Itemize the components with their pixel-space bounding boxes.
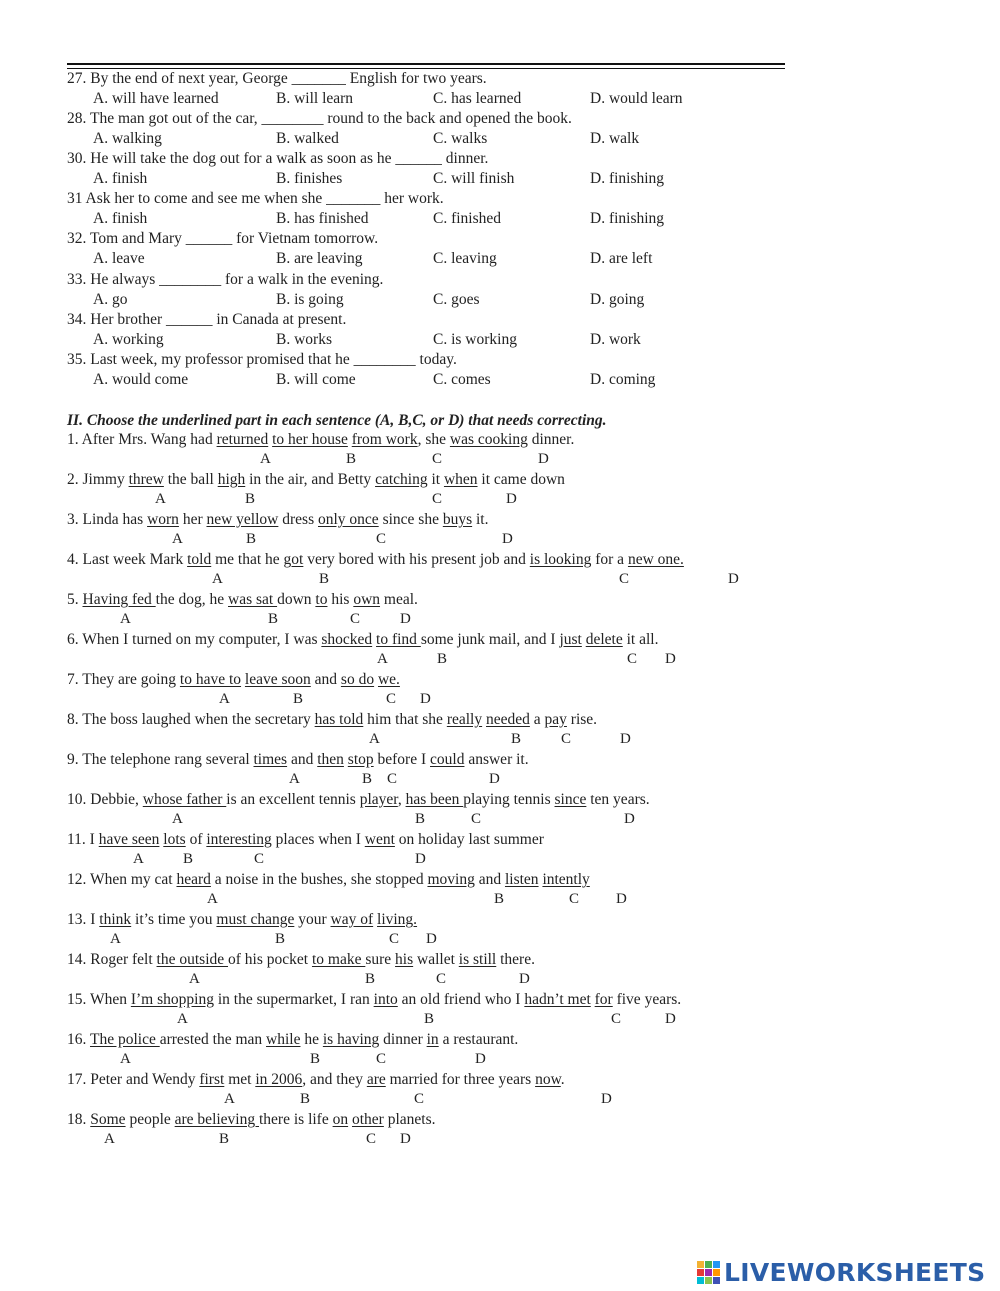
answer-letter-d[interactable]: D [624, 811, 635, 827]
underlined-part[interactable]: now [535, 1071, 561, 1088]
underlined-part[interactable]: pay [544, 711, 567, 728]
underlined-part[interactable]: we. [377, 671, 400, 688]
sentence-text: married for three years [385, 1071, 536, 1088]
question-text: 30. He will take the dog out for a walk as soon as he ______ dinner. [67, 150, 489, 168]
answer-letter-c[interactable]: C [627, 651, 638, 667]
error-sentence [67, 951, 535, 969]
sentence-text: 12. When my cat [67, 871, 177, 888]
option-c[interactable]: C. leaving [433, 250, 497, 268]
underlined-part[interactable]: high [217, 471, 246, 488]
underlined-part[interactable]: then [317, 751, 344, 768]
answer-letter-a[interactable]: A [110, 931, 121, 947]
answer-letter-b[interactable]: B [245, 491, 256, 507]
logo-square [713, 1269, 720, 1276]
underlined-part[interactable]: for [594, 991, 613, 1008]
option-d[interactable]: D. work [590, 330, 641, 348]
underlined-part[interactable]: must change [216, 911, 295, 928]
underlined-part[interactable]: into [373, 991, 398, 1008]
option-b[interactable]: B. will learn [276, 90, 354, 107]
underlined-part[interactable]: the outside [156, 951, 229, 968]
sentence-text: in the air, and Betty [245, 471, 376, 488]
sentence-text: since she [378, 511, 443, 528]
sentence-text: a noise in the bushes, she stopped [210, 871, 428, 888]
underlined-part[interactable]: told [187, 551, 212, 568]
option-c[interactable]: C. is working [433, 330, 517, 348]
underlined-part[interactable]: shocked [321, 631, 373, 648]
sentence-text: a [529, 711, 545, 728]
underlined-part[interactable]: listen [504, 871, 539, 888]
question-text: 32. Tom and Mary ______ for Vietnam tomorrow. [67, 230, 379, 248]
answer-letter-c[interactable]: C [376, 1051, 387, 1067]
sentence-text: 16. [67, 1031, 90, 1048]
answer-letter-c[interactable]: C [350, 611, 361, 627]
logo-square [713, 1277, 720, 1284]
answer-letter-d[interactable]: D [616, 891, 627, 907]
option-b[interactable]: B. finishes [276, 170, 343, 188]
answer-letter-d[interactable]: D [506, 491, 517, 507]
underlined-part[interactable]: his [395, 951, 414, 968]
underlined-part[interactable]: was cooking [449, 431, 528, 448]
sentence-text: people [125, 1111, 175, 1128]
sentence-text: five years. [612, 991, 682, 1008]
underlined-part[interactable]: has been [405, 791, 464, 808]
sentence-text: answer it. [464, 751, 529, 768]
answer-letter-b[interactable]: B [415, 811, 426, 827]
sentence-text: he [300, 1031, 323, 1048]
sentence-text: it [427, 471, 444, 488]
answer-letter-a[interactable]: A [289, 771, 300, 787]
underlined-part[interactable]: lots [163, 831, 186, 848]
answer-letter-b[interactable]: B [275, 931, 286, 947]
underlined-part[interactable]: living. [377, 911, 418, 928]
error-sentence [67, 751, 529, 769]
answer-letter-b[interactable]: B [293, 691, 304, 707]
underlined-part[interactable]: interesting [206, 831, 272, 848]
sentence-text: dress [278, 511, 318, 528]
option-b[interactable]: B. are leaving [276, 250, 363, 268]
sentence-text: ten years. [586, 791, 650, 808]
error-sentence [67, 431, 574, 449]
logo-square [705, 1269, 712, 1276]
sentence-text: very bored with his present job and [303, 551, 530, 568]
answer-letter-d[interactable]: D [519, 971, 530, 987]
option-c[interactable]: C. walks [433, 130, 488, 148]
answer-letter-c[interactable]: C [436, 971, 447, 987]
sentence-text: an old friend who I [397, 991, 525, 1008]
logo-square [697, 1269, 704, 1276]
error-sentence [67, 471, 565, 489]
answer-letter-c[interactable]: C [619, 571, 630, 587]
underlined-part[interactable]: could [430, 751, 465, 768]
sentence-text: 11. I [67, 831, 99, 848]
answer-letter-d[interactable]: D [400, 1131, 411, 1147]
underlined-part[interactable]: first [199, 1071, 225, 1088]
underlined-part[interactable]: is having [322, 1031, 380, 1048]
answer-letter-a[interactable]: A [133, 851, 144, 867]
sentence-text: dinner. [527, 431, 575, 448]
option-d[interactable]: D. going [590, 290, 645, 308]
underlined-part[interactable]: was sat [228, 591, 278, 608]
error-sentence [67, 831, 544, 849]
answer-letter-b[interactable]: B [437, 651, 448, 667]
error-sentence [67, 1111, 436, 1129]
top-rule-thick [67, 63, 785, 65]
underlined-part[interactable]: went [364, 831, 395, 848]
sentence-text: arrested the man [159, 1031, 267, 1048]
sentence-text: 2. Jimmy [67, 471, 129, 488]
logo-grid-icon [697, 1261, 720, 1284]
underlined-part[interactable]: stop [347, 751, 374, 768]
sentence-text: dinner [379, 1031, 427, 1048]
sentence-text: your [294, 911, 331, 928]
sentence-text: 7. They are going [67, 671, 180, 688]
answer-letter-c[interactable]: C [376, 531, 387, 547]
error-sentence [67, 671, 400, 689]
sentence-text: her [178, 511, 207, 528]
answer-letter-a[interactable]: A [172, 811, 183, 827]
underlined-part[interactable]: in 2006 [255, 1071, 303, 1088]
sentence-text: 17. Peter and Wendy [67, 1071, 200, 1088]
answer-letter-b[interactable]: B [424, 1011, 435, 1027]
error-sentence [67, 591, 418, 609]
top-rule-thin [67, 68, 785, 69]
sentence-text: wallet [413, 951, 459, 968]
error-sentence [67, 551, 684, 569]
sentence-text: down [277, 591, 316, 608]
underlined-part[interactable]: to her house [272, 431, 348, 448]
option-a[interactable]: A. finish [93, 170, 148, 188]
underlined-part[interactable]: is looking [529, 551, 592, 568]
error-sentence [67, 871, 590, 889]
sentence-text: of his pocket [228, 951, 312, 968]
logo-square [713, 1261, 720, 1268]
logo-square [705, 1261, 712, 1268]
answer-letter-d[interactable]: D [502, 531, 513, 547]
underlined-part[interactable]: to have to [179, 671, 242, 688]
sentence-text: in the supermarket, I ran [213, 991, 374, 1008]
underlined-part[interactable]: needed [486, 711, 530, 728]
answer-letter-b[interactable]: B [362, 771, 373, 787]
underlined-part[interactable]: whose father [142, 791, 227, 808]
option-b[interactable]: B. will come [276, 370, 356, 388]
underlined-part[interactable]: when [443, 471, 478, 488]
underlined-part[interactable]: catching [375, 471, 428, 488]
option-a[interactable]: A. working [93, 330, 164, 348]
sentence-text: rise. [566, 711, 598, 728]
answer-letter-a[interactable]: A [260, 451, 271, 467]
answer-letter-d[interactable]: D [601, 1091, 612, 1107]
underlined-part[interactable]: way of [330, 911, 374, 928]
sentence-text: it came down [477, 471, 565, 488]
question-text: 33. He always ________ for a walk in the evening. [67, 270, 384, 288]
sentence-text: met [224, 1071, 256, 1088]
sentence-text: planets. [383, 1111, 436, 1128]
sentence-text: there. [496, 951, 535, 968]
error-sentence [67, 911, 417, 929]
option-c[interactable]: C. will finish [433, 170, 515, 188]
answer-letter-d[interactable]: D [426, 931, 437, 947]
answer-letter-a[interactable]: A [377, 651, 388, 667]
underlined-part[interactable]: new yellow [206, 511, 279, 528]
underlined-part[interactable]: own [353, 591, 381, 608]
sentence-text: 13. I [67, 911, 100, 928]
logo-square [705, 1277, 712, 1284]
answer-letter-c[interactable]: C [386, 691, 397, 707]
answer-letter-a[interactable]: A [369, 731, 380, 747]
underlined-part[interactable]: think [99, 911, 132, 928]
sentence-text: before I [373, 751, 431, 768]
answer-letter-a[interactable]: A [189, 971, 200, 987]
sentence-text: me that he [211, 551, 284, 568]
answer-letter-c[interactable]: C [389, 931, 400, 947]
logo-square [697, 1261, 704, 1268]
option-d[interactable]: D. walk [590, 130, 640, 148]
sentence-text: it’s time you [131, 911, 217, 928]
underlined-part[interactable]: new one. [627, 551, 684, 568]
underlined-part[interactable]: got [283, 551, 304, 568]
underlined-part[interactable]: has told [314, 711, 364, 728]
option-a[interactable]: A. would come [93, 370, 189, 388]
underlined-part[interactable]: only once [317, 511, 379, 528]
underlined-part[interactable]: Some [90, 1111, 126, 1128]
sentence-text: some junk mail, and I [420, 631, 560, 648]
question-text: 27. By the end of next year, George _______ English for two years. [67, 70, 487, 87]
answer-letter-b[interactable]: B [183, 851, 194, 867]
underlined-part[interactable]: have seen [98, 831, 160, 848]
underlined-part[interactable]: intently [542, 871, 590, 888]
answer-letter-b[interactable]: B [511, 731, 522, 747]
answer-letter-c[interactable]: C [471, 811, 482, 827]
sentence-text: his [327, 591, 354, 608]
option-a[interactable]: A. will have learned [93, 90, 219, 107]
sentence-text: and [287, 751, 318, 768]
error-sentence [67, 711, 597, 729]
error-sentence [67, 511, 489, 529]
sentence-text: is an excellent tennis [226, 791, 360, 808]
option-a[interactable]: A. leave [93, 250, 145, 268]
option-c[interactable]: C. goes [433, 290, 480, 308]
answer-letter-b[interactable]: B [310, 1051, 321, 1067]
answer-letter-d[interactable]: D [400, 611, 411, 627]
sentence-text: 15. When [67, 991, 131, 1008]
underlined-part[interactable]: Having fed [82, 591, 156, 608]
answer-letter-b[interactable]: B [346, 451, 357, 467]
section-2-heading: II. Choose the underlined part in each sentence (A, B,C, or D) that needs correcting. [67, 412, 607, 429]
logo-text: LIVEWORKSHEETS [724, 1258, 986, 1287]
underlined-part[interactable]: worn [147, 511, 179, 528]
underlined-part[interactable]: is still [458, 951, 497, 968]
answer-letter-a[interactable]: A [155, 491, 166, 507]
answer-letter-a[interactable]: A [104, 1131, 115, 1147]
underlined-part[interactable]: to find [376, 631, 421, 648]
sentence-text: playing tennis [463, 791, 555, 808]
underlined-part[interactable]: are [366, 1071, 386, 1088]
sentence-text: 3. Linda has [67, 511, 148, 528]
answer-letter-d[interactable]: D [620, 731, 631, 747]
sentence-text: and [474, 871, 505, 888]
underlined-part[interactable]: while [266, 1031, 301, 1048]
answer-letter-d[interactable]: D [489, 771, 500, 787]
sentence-text: him that she [363, 711, 447, 728]
sentence-text: and [310, 671, 341, 688]
underlined-part[interactable]: delete [585, 631, 623, 648]
underlined-part[interactable]: so do [340, 671, 375, 688]
answer-letter-a[interactable]: A [207, 891, 218, 907]
answer-letter-b[interactable]: B [246, 531, 257, 547]
answer-letter-c[interactable]: C [387, 771, 398, 787]
sentence-text: 6. When I turned on my computer, I was [67, 631, 322, 648]
answer-letter-c[interactable]: C [414, 1091, 425, 1107]
answer-letter-b[interactable]: B [319, 571, 330, 587]
option-d[interactable]: D. are left [590, 250, 653, 268]
option-d[interactable]: D. finishing [590, 170, 665, 188]
option-b[interactable]: B. works [276, 330, 332, 348]
underlined-part[interactable]: on [332, 1111, 349, 1128]
option-a[interactable]: A. go [93, 290, 128, 308]
sentence-text: it. [472, 511, 489, 528]
underlined-part[interactable]: buys [442, 511, 473, 528]
option-b[interactable]: B. walked [276, 130, 339, 148]
answer-letter-c[interactable]: C [432, 451, 443, 467]
sentence-text: of [185, 831, 207, 848]
underlined-part[interactable]: I’m shopping [130, 991, 214, 1008]
answer-letter-b[interactable]: B [494, 891, 505, 907]
underlined-part[interactable]: returned [216, 431, 269, 448]
underlined-part[interactable]: just [559, 631, 582, 648]
question-text: 35. Last week, my professor promised that he ________ today. [67, 350, 457, 368]
answer-letter-d[interactable]: D [420, 691, 431, 707]
underlined-part[interactable]: in [426, 1031, 439, 1048]
answer-letter-c[interactable]: C [561, 731, 572, 747]
sentence-text: there is life [259, 1111, 333, 1128]
underlined-part[interactable]: to [315, 591, 328, 608]
question-text: 31 Ask her to come and see me when she _______ her work. [67, 190, 444, 208]
sentence-text: 4. Last week Mark [67, 551, 188, 568]
underlined-part[interactable]: heard [176, 871, 211, 888]
sentence-text: the dog, he [155, 591, 228, 608]
option-d[interactable]: D. would learn [590, 90, 683, 107]
option-b[interactable]: B. is going [276, 290, 344, 308]
sentence-text: the ball [163, 471, 218, 488]
underlined-part[interactable]: since [554, 791, 587, 808]
answer-letter-b[interactable]: B [365, 971, 376, 987]
question-text: 28. The man got out of the car, ________ round to the back and opened the book. [67, 110, 572, 128]
sentence-text: . [560, 1071, 565, 1088]
answer-letter-b[interactable]: B [219, 1131, 230, 1147]
option-d[interactable]: D. finishing [590, 210, 665, 228]
option-c[interactable]: C. finished [433, 210, 502, 228]
error-sentence [67, 1071, 565, 1089]
sentence-text: meal. [380, 591, 418, 608]
answer-letter-c[interactable]: C [611, 1011, 622, 1027]
sentence-text: for a [591, 551, 628, 568]
answer-letter-a[interactable]: A [120, 611, 131, 627]
error-sentence [67, 631, 658, 649]
underlined-part[interactable]: The police [89, 1031, 160, 1048]
answer-letter-c[interactable]: C [366, 1131, 377, 1147]
error-sentence [67, 791, 650, 809]
sentence-text: 5. [67, 591, 83, 608]
sentence-text: , and they [302, 1071, 367, 1088]
question-text: 34. Her brother ______ in Canada at present. [67, 310, 347, 328]
logo-square [697, 1277, 704, 1284]
answer-letter-a[interactable]: A [224, 1091, 235, 1107]
answer-letter-d[interactable]: D [665, 1011, 676, 1027]
answer-letter-a[interactable]: A [172, 531, 183, 547]
sentence-text: , [397, 791, 406, 808]
sentence-text: 8. The boss laughed when the secretary [67, 711, 315, 728]
underlined-part[interactable]: threw [128, 471, 164, 488]
answer-letter-d[interactable]: D [415, 851, 426, 867]
answer-letter-b[interactable]: B [268, 611, 279, 627]
underlined-part[interactable]: from work [351, 431, 418, 448]
answer-letter-c[interactable]: C [569, 891, 580, 907]
answer-letter-d[interactable]: D [475, 1051, 486, 1067]
sentence-text: on holiday last summer [394, 831, 544, 848]
option-a[interactable]: A. finish [93, 210, 148, 228]
answer-letter-a[interactable]: A [120, 1051, 131, 1067]
underlined-part[interactable]: are believing [174, 1111, 259, 1128]
answer-letter-d[interactable]: D [665, 651, 676, 667]
underlined-part[interactable]: leave soon [244, 671, 311, 688]
underlined-part[interactable]: other [351, 1111, 384, 1128]
underlined-part[interactable]: really [446, 711, 483, 728]
sentence-text: 9. The telephone rang several [67, 751, 254, 768]
answer-letter-a[interactable]: A [219, 691, 230, 707]
answer-letter-d[interactable]: D [728, 571, 739, 587]
answer-letter-c[interactable]: C [254, 851, 265, 867]
option-a[interactable]: A. walking [93, 130, 162, 148]
option-d[interactable]: D. coming [590, 370, 656, 388]
answer-letter-a[interactable]: A [177, 1011, 188, 1027]
answer-letter-a[interactable]: A [212, 571, 223, 587]
sentence-text: 14. Roger felt [67, 951, 157, 968]
sentence-text: , she [417, 431, 450, 448]
error-sentence [67, 1031, 518, 1049]
option-c[interactable]: C. comes [433, 370, 491, 388]
underlined-part[interactable]: to make [311, 951, 366, 968]
underlined-part[interactable]: player [359, 791, 398, 808]
answer-letter-b[interactable]: B [300, 1091, 311, 1107]
sentence-text: 1. After Mrs. Wang had [67, 431, 217, 448]
error-sentence [67, 991, 681, 1009]
underlined-part[interactable]: moving [427, 871, 475, 888]
liveworksheets-logo [697, 1258, 985, 1287]
underlined-part[interactable]: hadn’t met [524, 991, 591, 1008]
answer-letter-c[interactable]: C [432, 491, 443, 507]
sentence-text: 18. [67, 1111, 91, 1128]
option-c[interactable]: C. has learned [433, 90, 522, 107]
sentence-text: it all. [622, 631, 659, 648]
sentence-text: 10. Debbie, [67, 791, 143, 808]
option-b[interactable]: B. has finished [276, 210, 369, 228]
answer-letter-d[interactable]: D [538, 451, 549, 467]
sentence-text: places when I [271, 831, 365, 848]
sentence-text: a restaurant. [438, 1031, 519, 1048]
underlined-part[interactable]: times [253, 751, 288, 768]
sentence-text: sure [365, 951, 396, 968]
